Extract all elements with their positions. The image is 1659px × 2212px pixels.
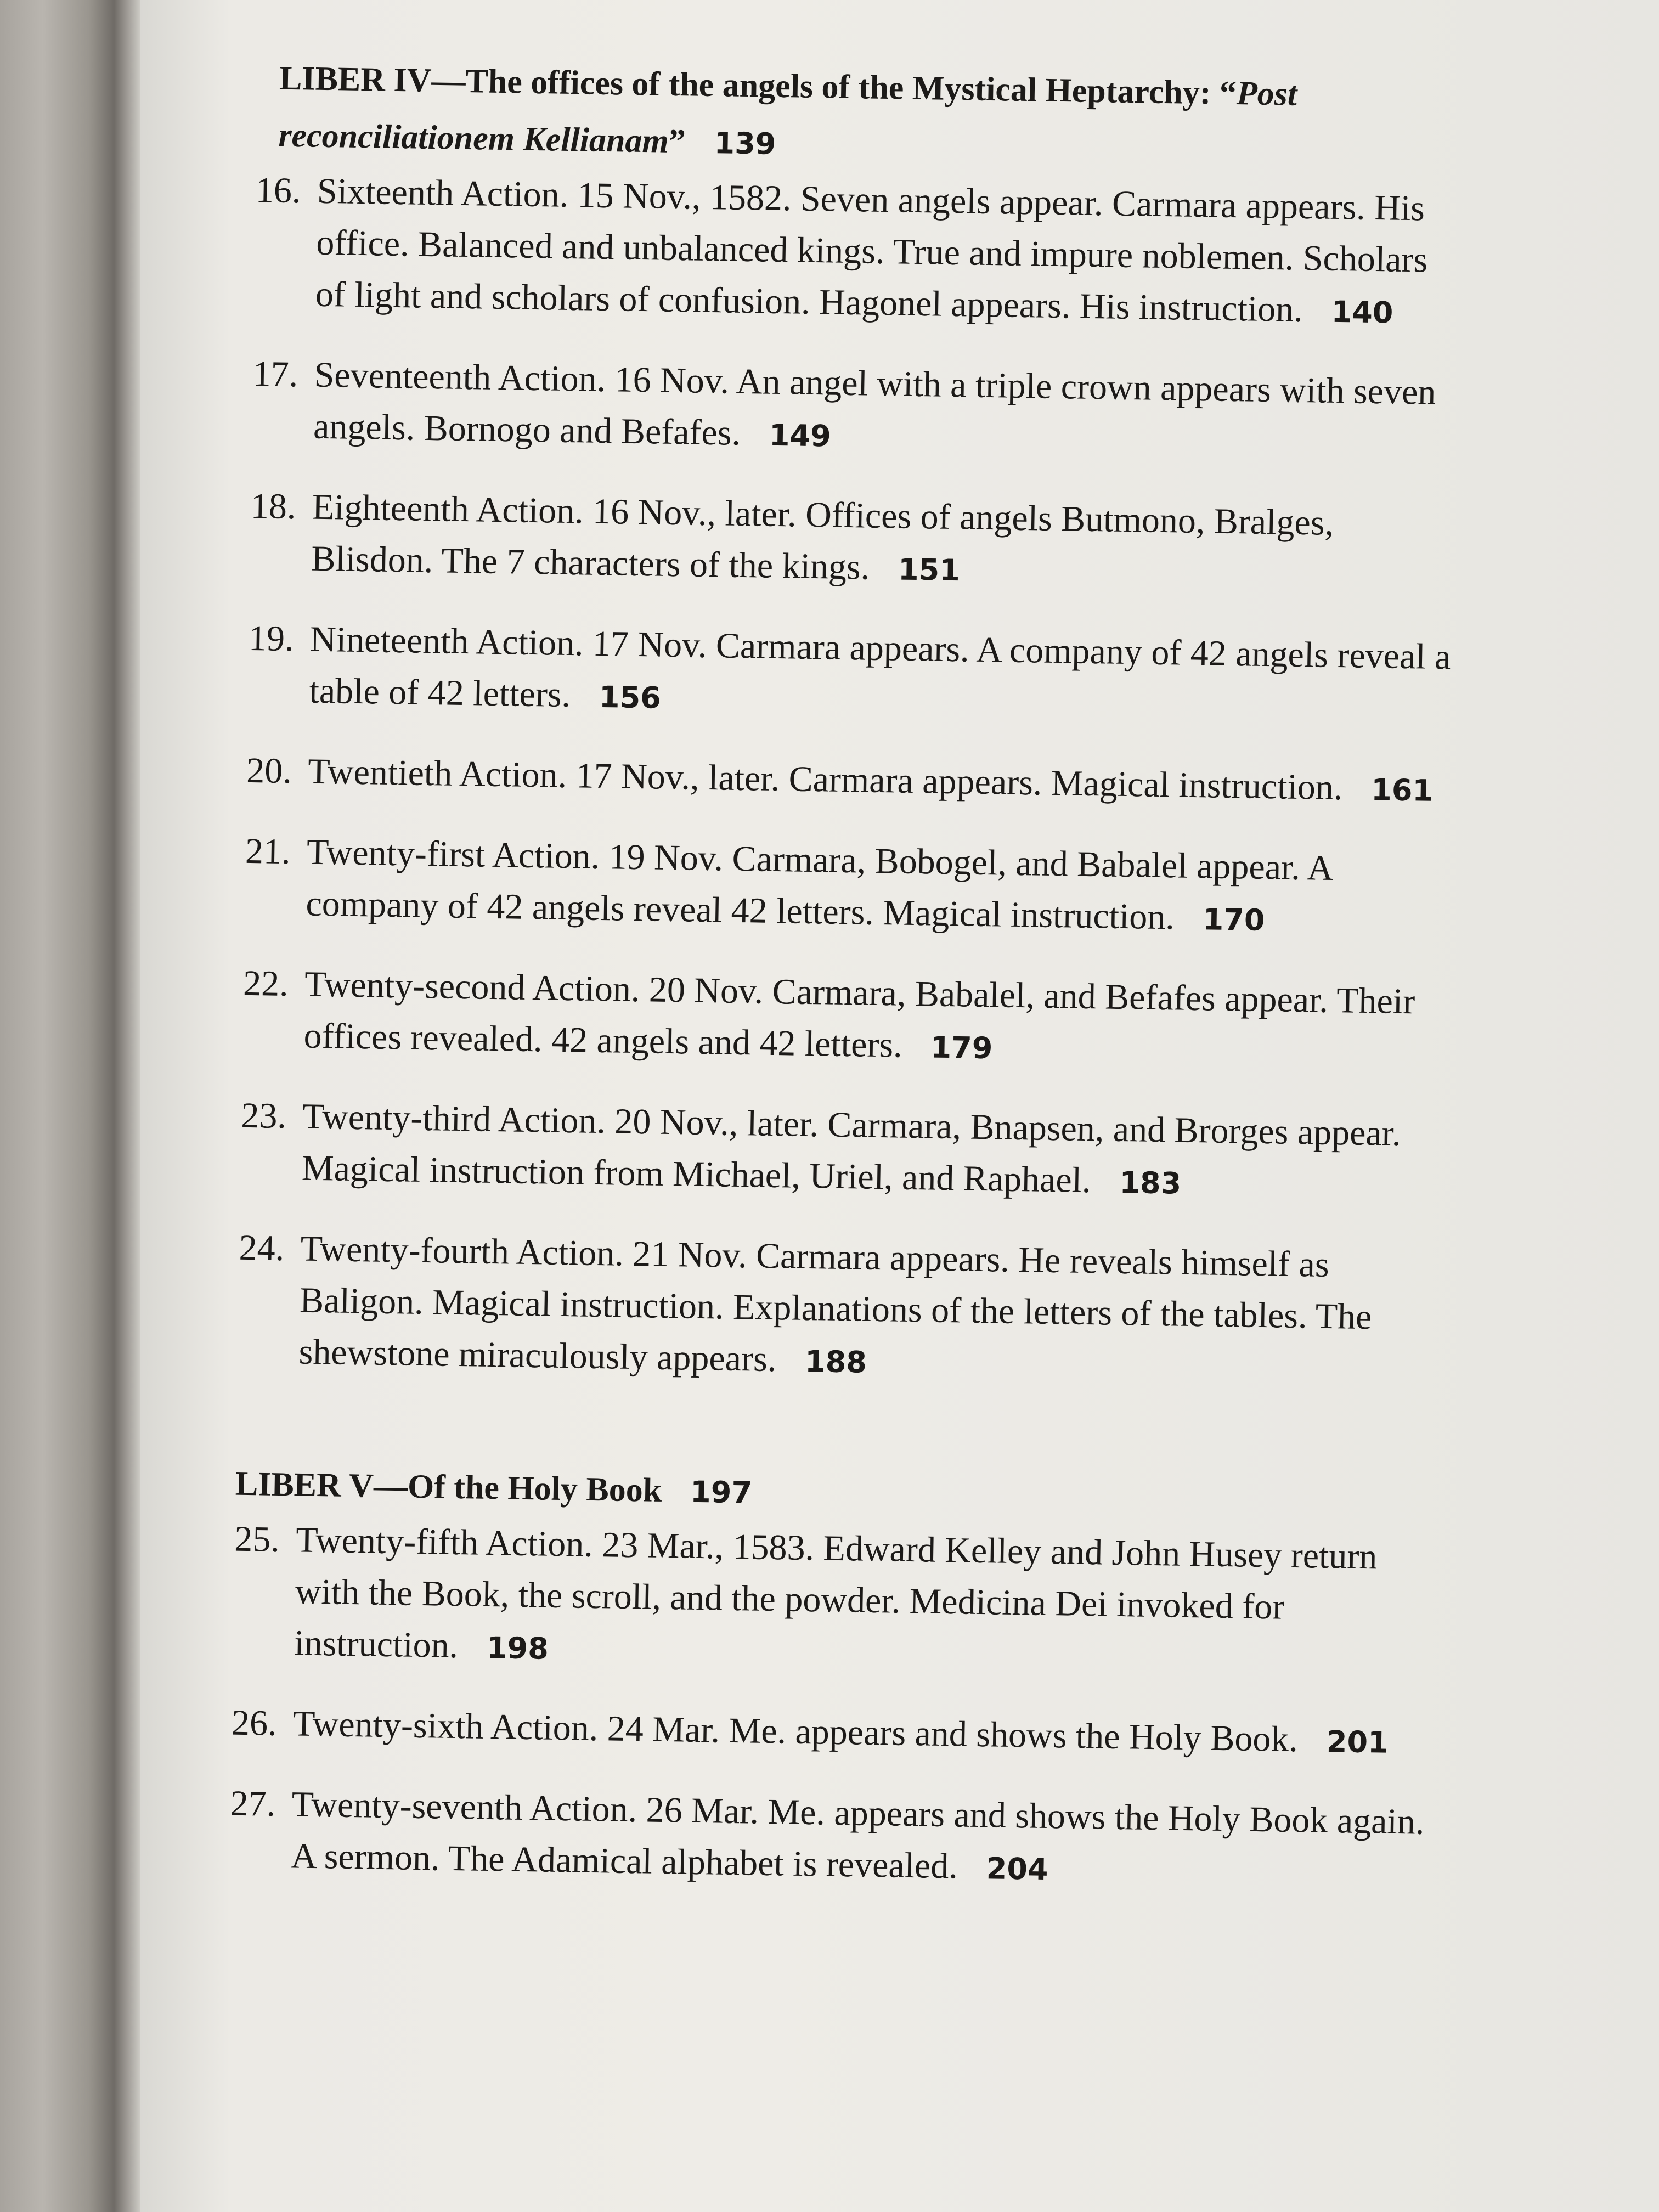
toc-entry-18 [250,481,1458,605]
entry-description: Sixteenth Action. 15 Nov., 1582. Seven angels appear. Carmara appears. His office. Balanced and unbalanced kings. True and impure noblemen. Scholars of light and scholars of confusion. Hagonel appears. His instruction. [315,171,1428,330]
book-spine-gutter [0,0,143,2212]
entry-number: 26. [231,1702,278,1743]
liber-v-page-number: 197 [690,1474,753,1510]
toc-entry-19 [247,613,1456,737]
entry-text [292,1698,1438,1769]
liber-iv-heading-text: LIBER IV—The offices of the angels of the Mystical Heptarchy: “ [279,59,1237,112]
liber-iv-heading [278,50,1465,184]
entry-text [311,482,1458,605]
entry-description: Twenty-seventh Action. 26 Mar. Me. appears and shows the Holy Book again. A sermon. The Adamical alphabet is revealed. [290,1784,1425,1887]
entry-description: Twentieth Action. 17 Nov., later. Carmara appears. Magical instruction. [307,751,1343,808]
entry-page-number: 188 [804,1344,867,1380]
entry-description: Twenty-fourth Action. 21 Nov. Carmara appears. He reveals himself as Baligon. Magical instruction. Explanations of the letters of the tables. The shewstone miraculously appears. [298,1228,1373,1380]
toc-entry-24 [237,1222,1446,1398]
entry-text [315,166,1463,340]
entry-description: Nineteenth Action. 17 Nov. Carmara appears. A company of 42 angels reveal a table of 42 letters. [309,619,1452,715]
entry-number: 25. [234,1519,280,1560]
entry-text [294,1514,1442,1689]
toc-entry-23 [240,1090,1448,1214]
entry-page-number: 179 [930,1030,993,1066]
entry-text [290,1779,1437,1901]
entry-page-number: 149 [769,417,832,454]
entry-page-number: 170 [1203,902,1266,938]
entry-number: 16. [255,170,302,211]
liber-iv-entries [237,165,1463,1397]
entry-page-number: 183 [1119,1165,1182,1201]
entry-page-number: 198 [486,1630,549,1666]
toc-entry-21 [244,826,1453,950]
entry-description: Twenty-first Action. 19 Nov. Carmara, Bobogel, and Babalel appear. A company of 42 angels reveal 42 letters. Magical instruction. [305,832,1332,938]
entry-text [306,827,1453,950]
table-of-contents [229,49,1465,1929]
entry-text [308,746,1454,817]
toc-entry-26 [231,1697,1438,1770]
entry-description: Seventeenth Action. 16 Nov. An angel with a triple crown appears with seven angels. Bornogo and Befafes. [313,354,1436,453]
entry-description: Twenty-fifth Action. 23 Mar., 1583. Edward Kelley and John Husey return with the Book, the scroll, and the powder. Medicina Dei invoked for instruction. [294,1520,1378,1666]
entry-text [313,349,1460,472]
entry-number: 23. [240,1095,287,1137]
entry-description: Twenty-second Action. 20 Nov. Carmara, Babalel, and Befafes appear. Their offices revealed. 42 angels and 42 letters. [303,964,1415,1065]
toc-entry-25 [233,1514,1442,1689]
entry-description: Eighteenth Action. 16 Nov., later. Offices of angels Butmono, Bralges, Blisdon. The 7 characters of the kings. [311,487,1334,588]
liber-iv-heading-close-quote: ” [668,122,686,161]
toc-entry-17 [251,348,1460,472]
entry-number: 18. [250,486,296,527]
entry-text [301,1091,1448,1214]
entry-number: 24. [239,1227,285,1269]
entry-number: 21. [245,831,291,872]
entry-page-number: 156 [599,679,662,715]
entry-number: 19. [248,618,295,659]
toc-entry-22 [242,958,1451,1082]
toc-entry-27 [229,1778,1438,1902]
toc-entry-20 [246,745,1454,817]
entry-page-number: 140 [1331,294,1393,330]
toc-entry-16 [253,165,1463,340]
entry-page-number: 151 [898,552,961,588]
entry-number: 22. [242,963,289,1005]
entry-text [309,614,1456,737]
liber-v-section [229,1455,1443,1901]
entry-page-number: 161 [1370,772,1434,808]
entry-page-number: 204 [986,1851,1049,1887]
entry-number: 20. [246,750,292,792]
entry-text [298,1223,1446,1397]
entry-text [303,959,1451,1082]
liber-iv-heading-latin: Post reconciliationem Kellianam [278,75,1297,160]
entry-number: 17. [252,353,298,395]
entry-page-number: 201 [1326,1724,1389,1760]
entry-description: Twenty-third Action. 20 Nov., later. Carmara, Bnapsen, and Brorges appear. Magical instruction from Michael, Uriel, and Raphael. [301,1096,1402,1201]
liber-iv-page-number: 139 [714,126,776,161]
entry-description: Twenty-sixth Action. 24 Mar. Me. appears and shows the Holy Book. [292,1703,1299,1760]
liber-v-heading-text: LIBER V—Of the Holy Book [235,1465,662,1509]
entry-number: 27. [230,1783,276,1824]
